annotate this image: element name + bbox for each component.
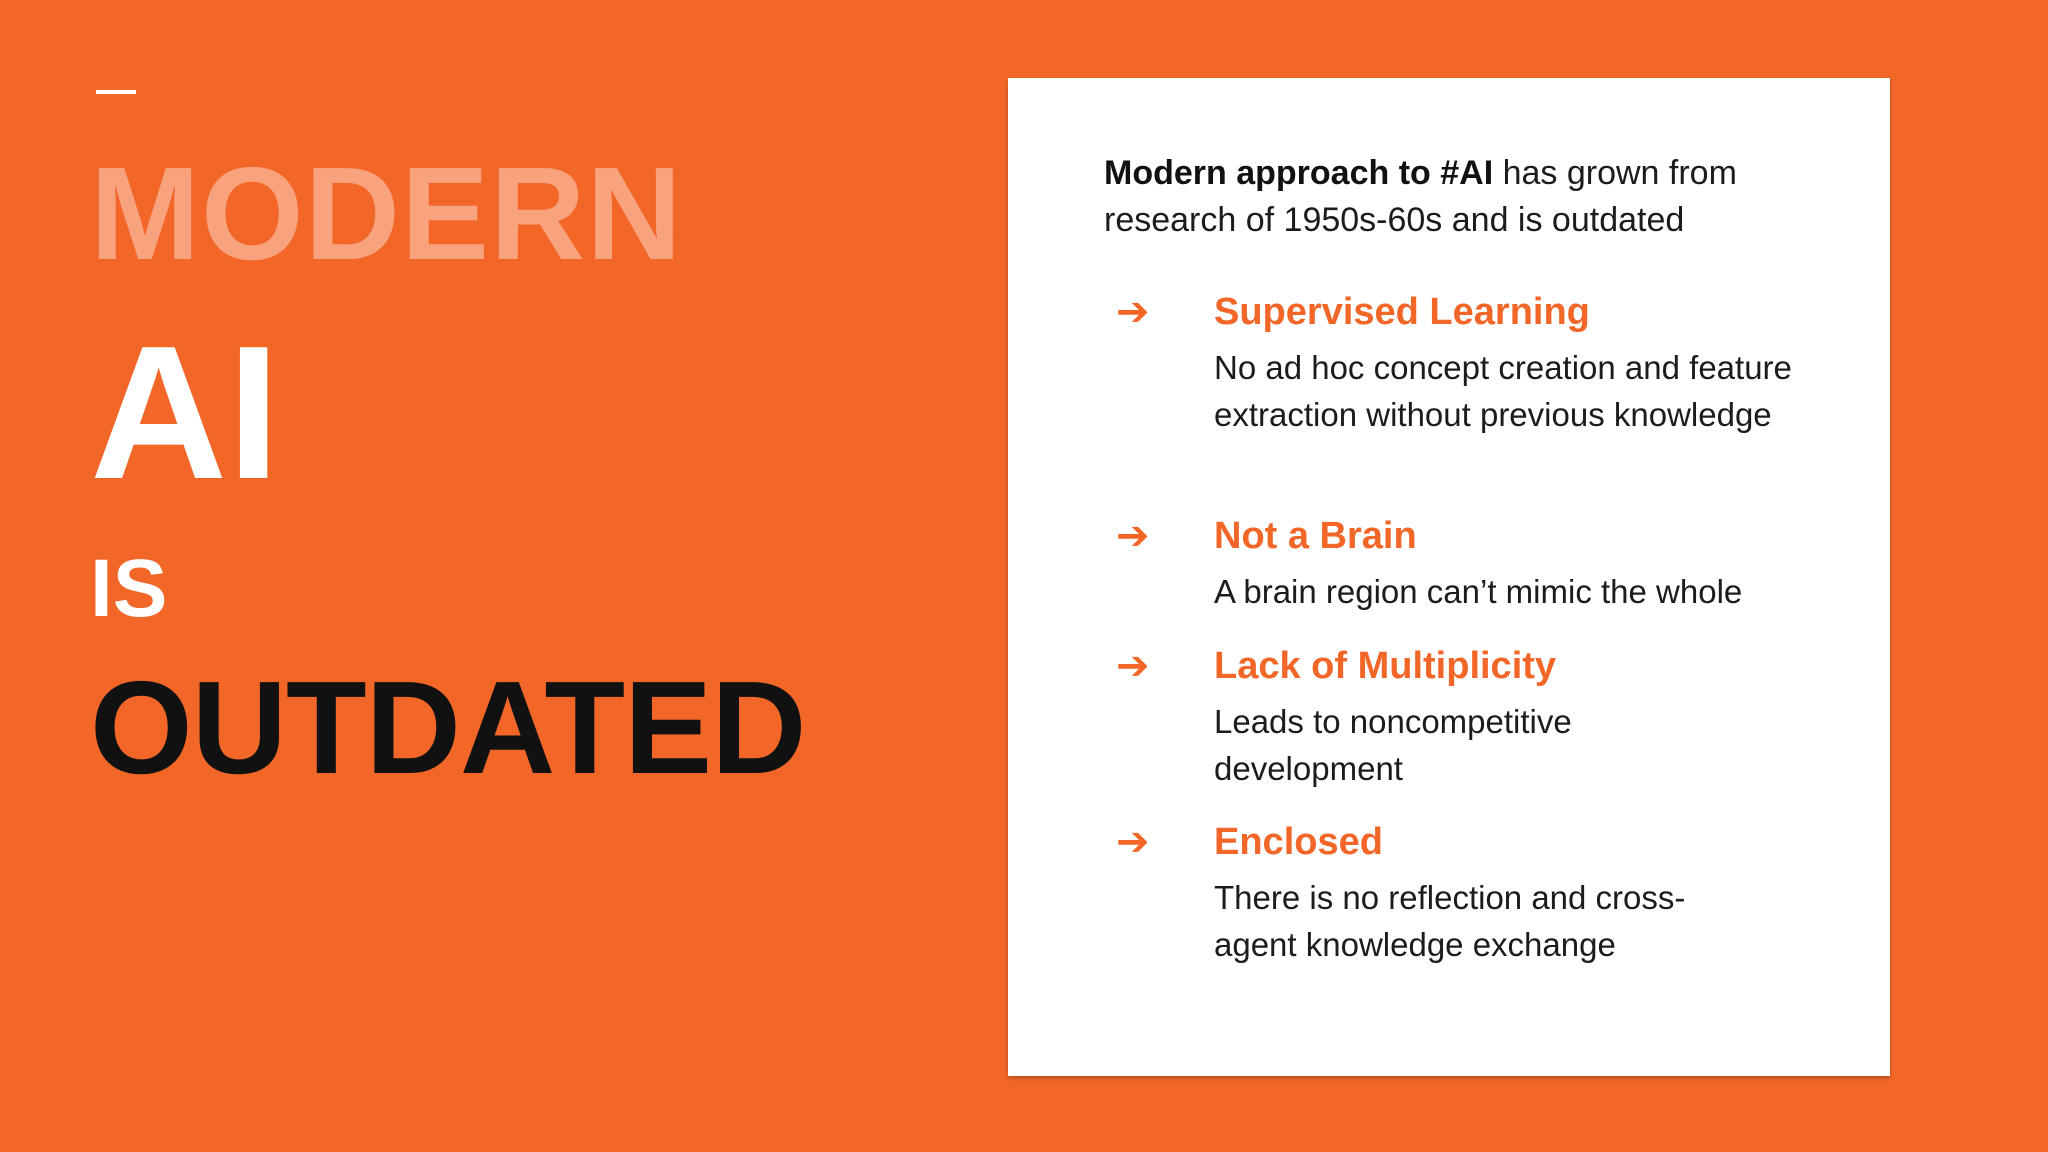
intro-text <box>1104 150 1824 244</box>
point-title: Enclosed <box>1214 821 1383 863</box>
title-word-is: IS <box>90 543 168 634</box>
point-title: Not a Brain <box>1214 515 1417 557</box>
arrow-right-icon: ➔ <box>1116 820 1150 864</box>
intro-bold-text: Modern approach to #AI <box>1104 154 1494 192</box>
point-description: There is no reflection and cross-agent knowledge exchange <box>1214 879 1686 963</box>
content-card <box>1008 78 1890 1076</box>
title-word-modern: MODERN <box>90 140 683 287</box>
point-description: A brain region can’t mimic the whole <box>1214 573 1743 610</box>
point-title: Supervised Learning <box>1214 291 1590 333</box>
arrow-right-icon: ➔ <box>1116 644 1150 688</box>
point-description: No ad hoc concept creation and feature extraction without previous knowledge <box>1214 349 1792 433</box>
point-title: Lack of Multiplicity <box>1214 645 1557 687</box>
title-word-ai: AI <box>90 307 280 519</box>
arrow-right-icon: ➔ <box>1116 514 1150 558</box>
arrow-right-icon: ➔ <box>1116 290 1150 334</box>
title-word-outdated: OUTDATED <box>90 654 806 801</box>
accent-dash <box>96 90 136 94</box>
intro-rest-text: has grown from research of 1950s-60s and is outdated <box>1104 154 1737 239</box>
point-description: Leads to noncompetitive development <box>1214 703 1572 787</box>
